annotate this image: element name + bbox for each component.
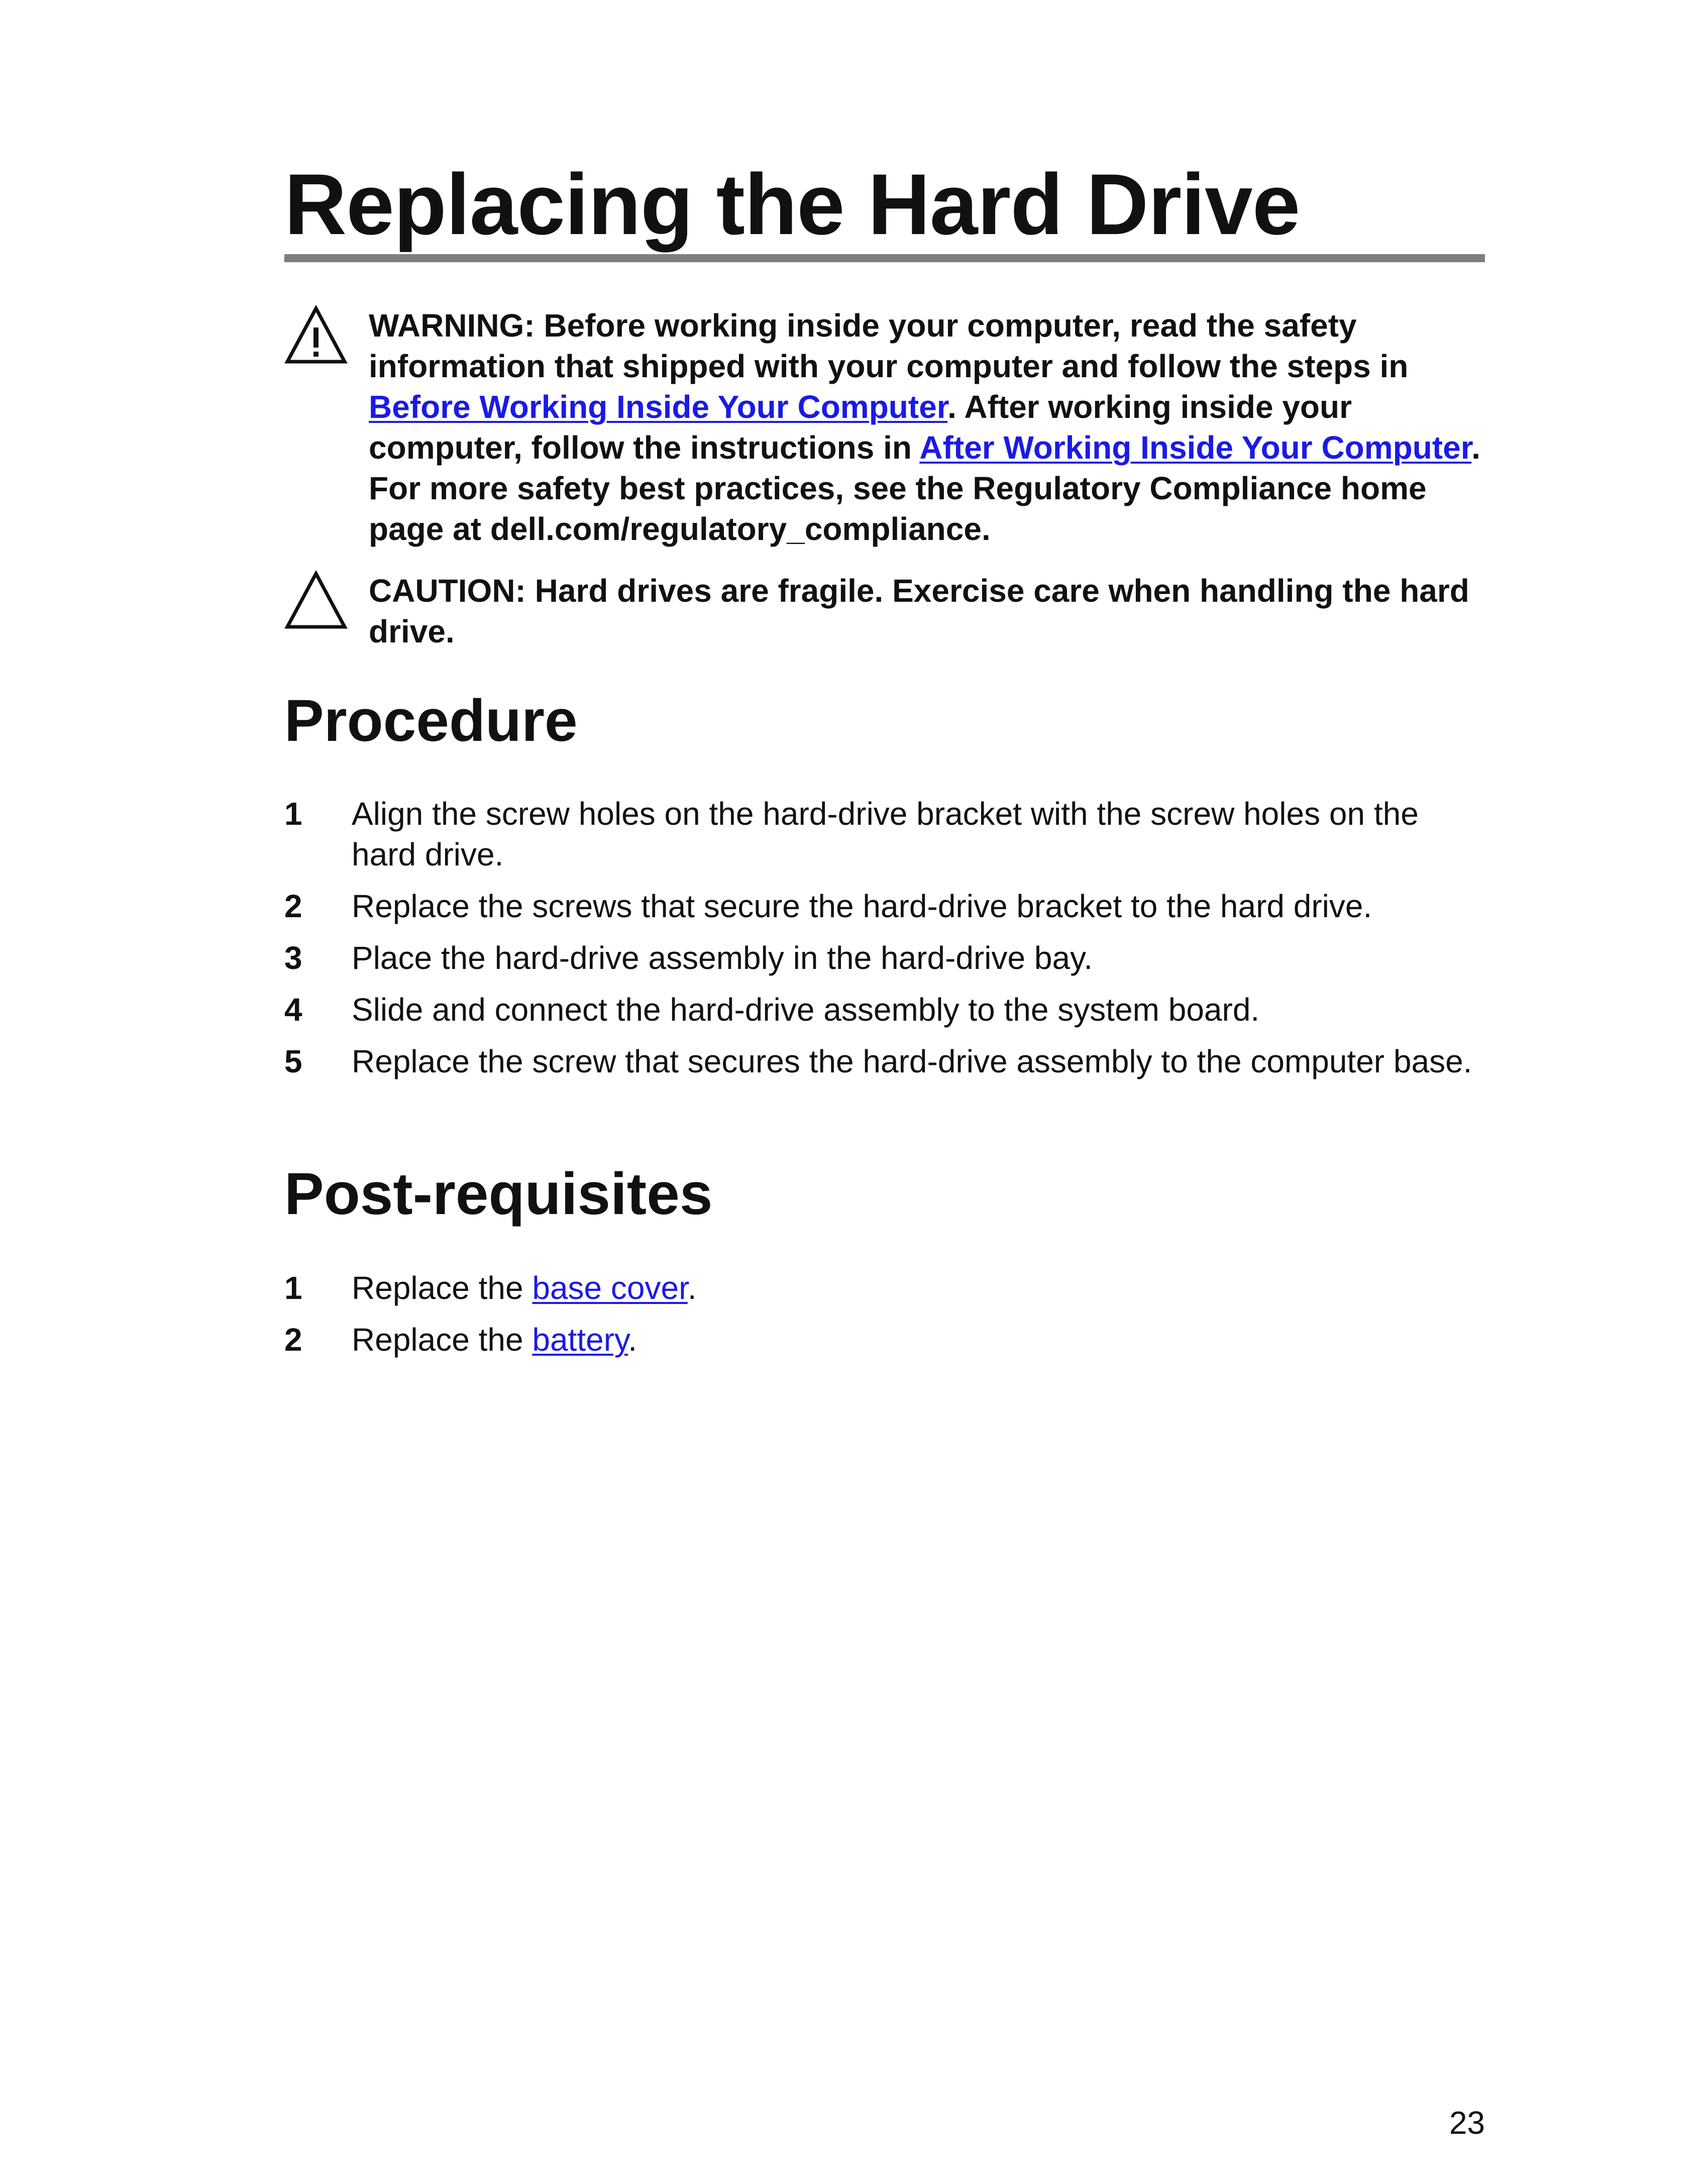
list-item: [284, 990, 1485, 1030]
list-item: [284, 886, 1485, 927]
list-item: [284, 1320, 1485, 1360]
step-text-suffix: .: [687, 1270, 697, 1306]
step-text: Replace the screw that secures the hard-drive assembly to the computer base.: [352, 1043, 1472, 1079]
step-text-prefix: Replace the: [352, 1270, 532, 1306]
warning-text-part-3: . For more safety best practices, see the Regulatory Compliance home page at dell.com/regulatory_compliance.: [369, 429, 1480, 547]
step-number: 1: [284, 796, 302, 832]
page-number: 23: [1449, 2105, 1485, 2141]
warning-icon: [284, 305, 348, 365]
step-text-suffix: .: [628, 1322, 637, 1358]
warning-notice: [284, 305, 1485, 547]
step-number: 2: [284, 1322, 302, 1358]
warning-text: [369, 305, 1485, 550]
procedure-steps: [284, 794, 1485, 1093]
post-requisites-heading: Post-requisites: [284, 1161, 713, 1227]
step-number: 2: [284, 888, 302, 924]
caution-icon: [284, 571, 348, 630]
battery-link[interactable]: battery: [532, 1322, 628, 1358]
page-title: Replacing the Hard Drive: [284, 156, 1300, 253]
title-rule: [284, 254, 1485, 262]
step-text: Slide and connect the hard-drive assembly to the system board.: [352, 992, 1260, 1028]
base-cover-link[interactable]: base cover: [532, 1270, 688, 1306]
after-working-link[interactable]: After Working Inside Your Computer: [919, 429, 1472, 466]
procedure-heading: Procedure: [284, 688, 578, 754]
step-number: 4: [284, 992, 302, 1028]
warning-text-part-2: . After working inside your computer, follow the instructions in: [369, 389, 1352, 466]
list-item: [284, 1041, 1485, 1082]
step-number: 5: [284, 1043, 302, 1079]
caution-notice: [284, 571, 1485, 661]
step-text: Align the screw holes on the hard-drive bracket with the screw holes on the hard drive.: [352, 796, 1419, 873]
warning-text-part-1: WARNING: Before working inside your computer, read the safety information that shipped with your computer and follow the steps in: [369, 307, 1409, 384]
caution-text: CAUTION: Hard drives are fragile. Exercise care when handling the hard drive.: [369, 573, 1469, 649]
step-text: Place the hard-drive assembly in the hard-drive bay.: [352, 940, 1093, 976]
step-number: 1: [284, 1270, 302, 1306]
list-item: [284, 938, 1485, 978]
post-requisites-steps: [284, 1268, 1485, 1371]
before-working-link[interactable]: Before Working Inside Your Computer: [369, 389, 948, 425]
step-text-prefix: Replace the: [352, 1322, 532, 1358]
step-text: Replace the screws that secure the hard-drive bracket to the hard drive.: [352, 888, 1372, 924]
list-item: [284, 794, 1485, 875]
step-number: 3: [284, 940, 302, 976]
list-item: [284, 1268, 1485, 1309]
